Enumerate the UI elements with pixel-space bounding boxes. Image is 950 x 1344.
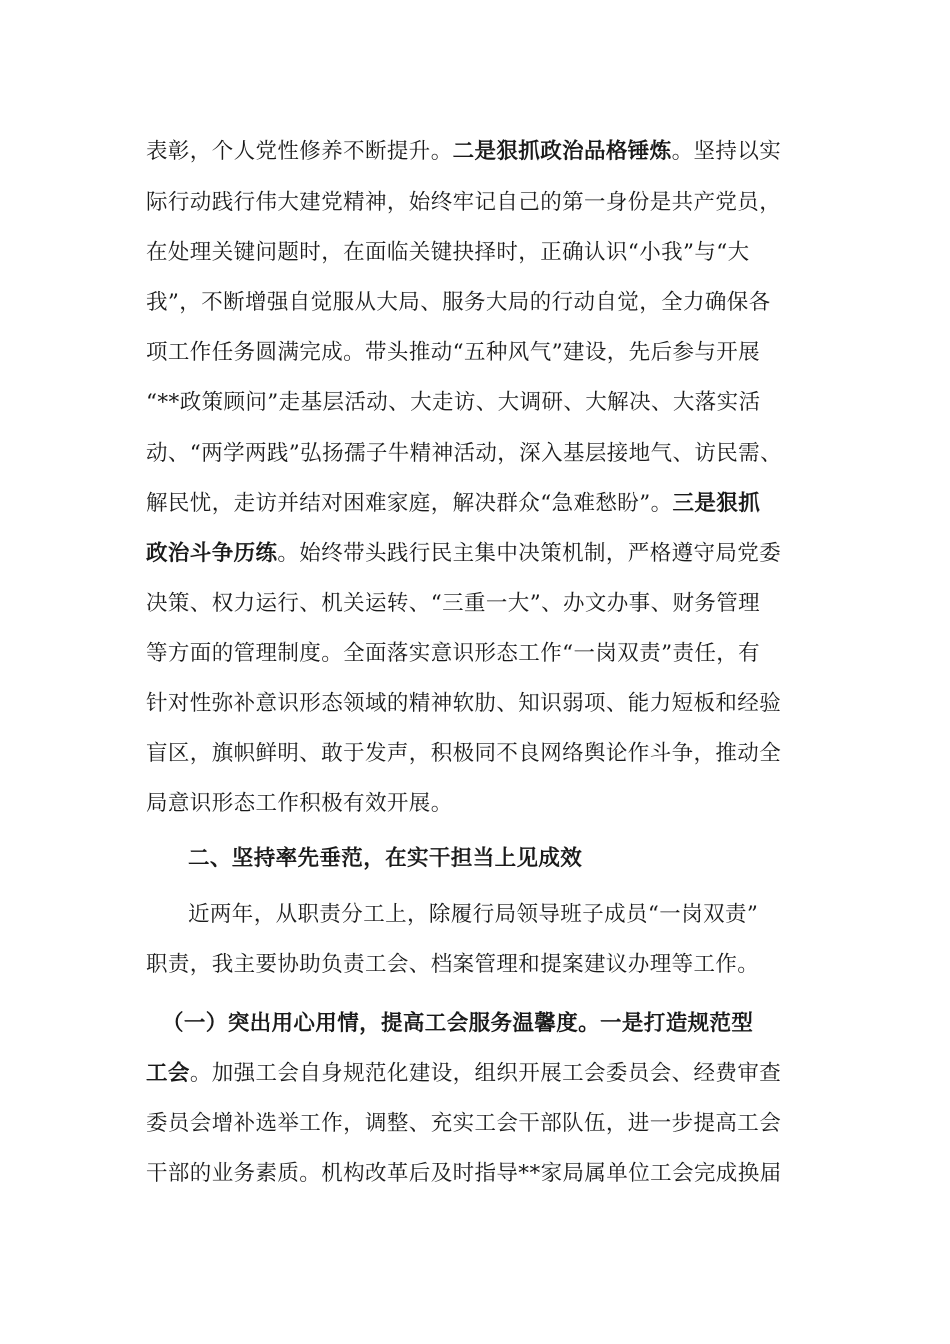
text-run: 。始终带头践行民主集中决策机制，严格遵守局党委 (277, 541, 782, 566)
subsection-heading-text: （一）突出用心用情，提高工会服务温馨度。一是打造规范型 (162, 1011, 754, 1036)
text-run: 等方面的管理制度。全面落实意识形态工作“一岗双责”责任，有 (146, 641, 761, 666)
text-run: 。加强工会自身规范化建设，组织开展工会委员会、经费审查 (189, 1061, 782, 1086)
text-line (146, 643, 826, 665)
text-line (146, 493, 826, 515)
text-line (146, 1063, 826, 1085)
text-line (146, 693, 826, 715)
text-run: 干部的业务素质。机构改革后及时指导**家局属单位工会完成换届 (146, 1161, 782, 1186)
section-heading-text: 二、坚持率先垂范，在实干担当上见成效 (188, 846, 583, 871)
bold-heading-run: 工会 (146, 1061, 190, 1086)
text-line (188, 904, 868, 926)
bold-heading-run: 三是狠抓 (672, 491, 761, 516)
subsection-heading (162, 1013, 842, 1035)
text-line (146, 192, 826, 214)
text-run: 近两年，从职责分工上，除履行局领导班子成员“一岗双责” (188, 902, 759, 927)
text-line (146, 141, 826, 163)
text-run: 职责，我主要协助负责工会、档案管理和提案建议办理等工作。 (146, 952, 760, 977)
text-line (146, 443, 826, 465)
text-line (146, 1113, 826, 1135)
text-run: 际行动践行伟大建党精神，始终牢记自己的第一身份是共产党员， (146, 190, 782, 215)
text-line (146, 743, 826, 765)
text-run: 委员会增补选举工作，调整、充实工会干部队伍，进一步提高工会 (146, 1111, 782, 1136)
bold-heading-run: 二是狠抓政治品格锤炼 (452, 139, 672, 164)
text-line (146, 954, 826, 976)
text-line (146, 1163, 826, 1185)
text-line (146, 543, 826, 565)
text-run: 盲区，旗帜鲜明、敢于发声，积极同不良网络舆论作斗争，推动全 (146, 741, 782, 766)
text-run: 在处理关键问题时，在面临关键抉择时，正确认识“小我”与“大 (146, 240, 750, 265)
text-line (146, 392, 826, 414)
text-run: “**政策顾问”走基层活动、大走访、大调研、大解决、大落实活 (146, 390, 761, 415)
text-run: 表彰，个人党性修养不断提升。 (146, 139, 453, 164)
bold-heading-run: 政治斗争历练 (146, 541, 278, 566)
text-run: 决策、权力运行、机关运转、“三重一大”、办文办事、财务管理 (146, 591, 761, 616)
text-run: 局意识形态工作积极有效开展。 (146, 791, 453, 816)
text-run: 。坚持以实 (671, 139, 782, 164)
text-run: 针对性弥补意识形态领域的精神软肋、知识弱项、能力短板和经验 (146, 691, 782, 716)
section-heading (188, 848, 868, 870)
text-line (146, 793, 826, 815)
text-run: 动、“两学两践”弘扬孺子牛精神活动，深入基层接地气、访民需、 (146, 441, 782, 466)
text-line (146, 292, 826, 314)
text-line (146, 593, 826, 615)
text-line (146, 342, 826, 364)
text-run: 项工作任务圆满完成。带头推动“五种风气”建设，先后参与开展 (146, 340, 761, 365)
text-run: 解民忧，走访并结对困难家庭，解决群众“急难愁盼”。 (146, 491, 673, 516)
text-line (146, 242, 826, 264)
text-run: 我”，不断增强自觉服从大局、服务大局的行动自觉，全力确保各 (146, 290, 771, 315)
